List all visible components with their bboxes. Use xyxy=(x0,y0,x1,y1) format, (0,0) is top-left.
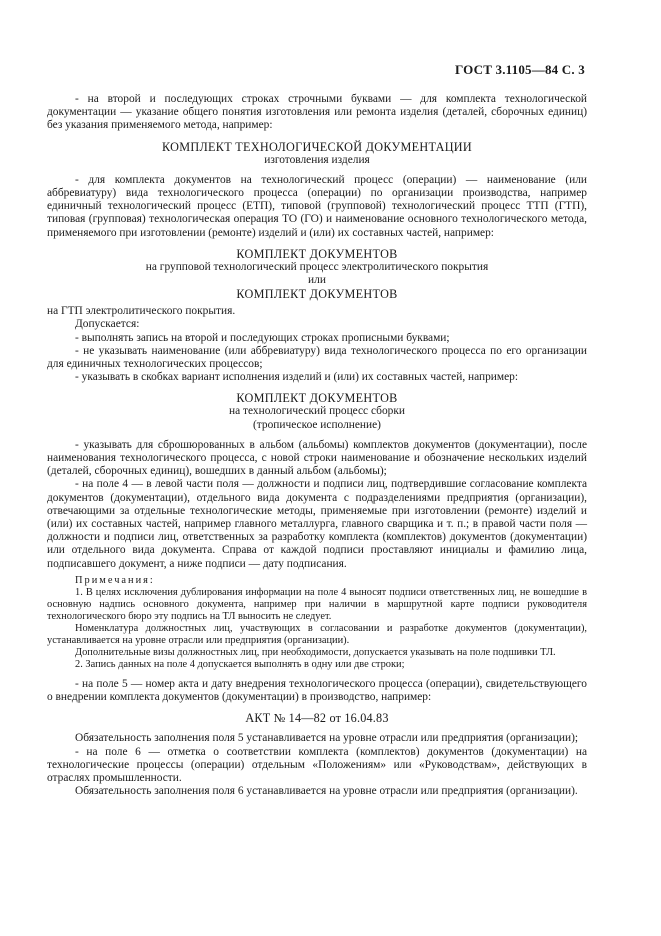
paragraph: - для комплекта документов на технологический процесс (операции) — наименование (или аббревиатуру) вида технологического процесса (операции) по организации производства, например единичный технологический процесс (ЕТП), типовой (групповой) технологический процесс ТТП (ГТП), типовая (групповая) технологическая операция ТО (ГО) и наименование основного технологического метода, применяемого при изготовлении (ремонте) изделий и (или) их составных частей, например: xyxy=(47,173,587,239)
body-text xyxy=(47,93,587,798)
paragraph: - на поле 5 — номер акта и дату внедрения технологического процесса (операции), свидетельствующего о внедрении комплекта документов (документации) в производство, например: xyxy=(47,677,587,704)
paragraph: - на поле 6 — отметка о соответствии комплекта (комплектов) документов (документации) на технологические процессы (операции) отдельным «Положениям» или «Руководствам», действующих в отраслях промышленности. xyxy=(47,745,587,784)
example-title: КОМПЛЕКТ ДОКУМЕНТОВ xyxy=(236,391,398,406)
paragraph: Обязательность заполнения поля 6 устанавливается на уровне отрасли или предприятия (организации). xyxy=(75,785,578,798)
example-title: КОМПЛЕКТ ДОКУМЕНТОВ xyxy=(236,287,398,302)
example-subtitle: (тропическое исполнение) xyxy=(253,418,381,431)
paragraph: - не указывать наименование (или аббревиатуру) вида технологического процесса по его организации для единичных технологических процессов; xyxy=(47,344,587,371)
paragraph: - выполнять запись на второй и последующих строках прописными буквами; xyxy=(75,331,450,344)
example-title: КОМПЛЕКТ ДОКУМЕНТОВ xyxy=(236,246,398,261)
note: Дополнительные визы должностных лиц, при необходимости, допускается указывать на поле подшивки ТЛ. xyxy=(75,646,556,658)
note: Номенклатура должностных лиц, участвующих в согласовании и разработке документов (документации), устанавливается на уровне отрасли или предприятия (организации). xyxy=(47,622,587,646)
paragraph: на ГТП электролитического покрытия. xyxy=(47,305,236,318)
paragraph: Обязательность заполнения поля 5 устанавливается на уровне отрасли или предприятия (организации); xyxy=(75,732,579,745)
example-title: КОМПЛЕКТ ТЕХНОЛОГИЧЕСКОЙ ДОКУМЕНТАЦИИ xyxy=(161,139,473,154)
paragraph: - указывать для сброшюрованных в альбом (альбомы) комплектов документов (документации), после наименования технологического процесса, с новой строки наименование и обозначение нескольких изделий (деталей, сборочных единиц), вошедших в данный альбом (альбомы); xyxy=(47,438,587,478)
note: 1. В целях исключения дублирования информации на поле 4 выносят подписи ответственных лиц, не вошедшие в основную надпись основного документа, например при наличии в маршрутной карте подписи руководителя технологического бюро эту подпись на ТЛ выносить не следует. xyxy=(47,586,587,622)
akt-example: АКТ № 14—82 от 16.04.83 xyxy=(245,711,389,726)
example-subtitle: изготовления изделия xyxy=(264,153,370,166)
example-subtitle: на технологический процесс сборки xyxy=(229,405,405,418)
paragraph: - на поле 4 — в левой части поля — должности и подписи лиц, подтвердившие согласование комплекта документов (документации), отдельного вида документа с подразделениями предприятия (организации), отвечающими за отдельные технологические методы, применяемые при изготовлении (ремонте) изделий и (или) их составных частей, например главного металлурга, главного сварщика и т. п.; в правой части поля — должности и подписи лиц, ответственных за разработку комплекта (комплектов) документов (документации) или отдельного вида документа. Справа от каждой подписи проставляют инициалы и фамилию лица, подписавшего документ, а ниже подписи — дату подписания. xyxy=(47,478,587,570)
example-subtitle: на групповой технологический процесс электролитического покрытия xyxy=(145,260,489,273)
note: 2. Запись данных на поле 4 допускается выполнять в одну или две строки; xyxy=(75,658,405,670)
example-or: или xyxy=(308,274,326,287)
paragraph: - указывать в скобках вариант исполнения изделий и (или) их составных частей, например: xyxy=(75,371,519,384)
paragraph: Допускается: xyxy=(75,318,140,331)
notes-heading: Примечания: xyxy=(75,574,155,586)
page-header-ref: ГОСТ 3.1105—84 С. 3 xyxy=(455,62,585,77)
paragraph: - на второй и последующих строках строчными буквами — для комплекта технологической документации — указание общего понятия изготовления или ремонта изделия (деталей, сборочных единиц) без указания применяемого метода, например: xyxy=(47,93,587,132)
